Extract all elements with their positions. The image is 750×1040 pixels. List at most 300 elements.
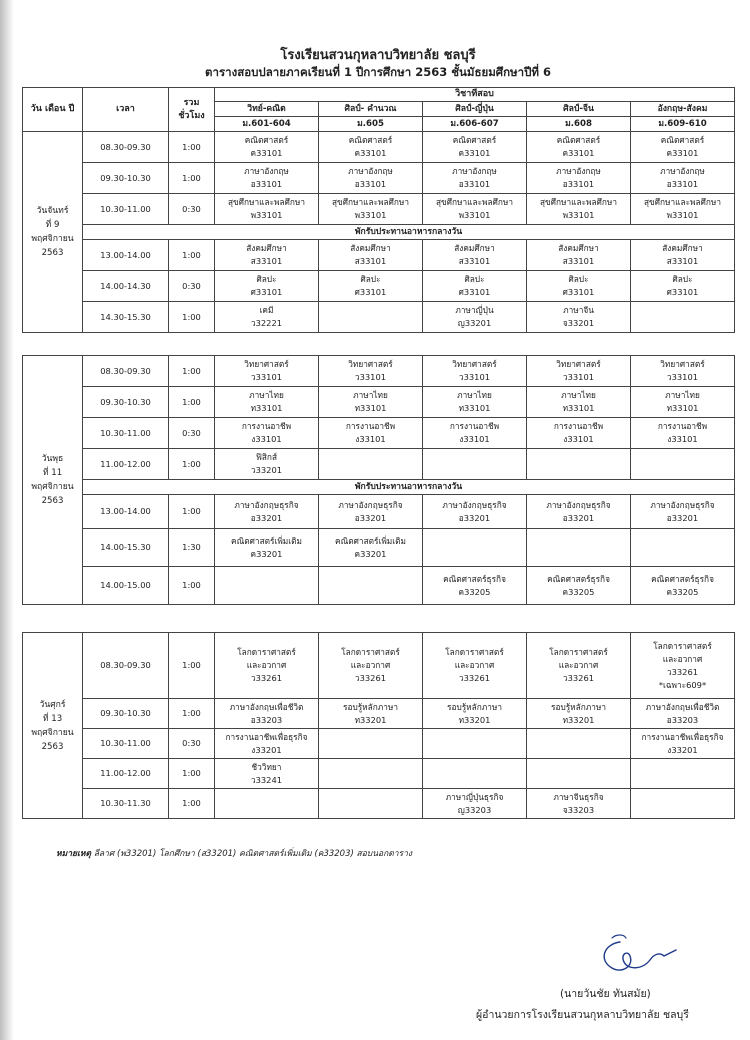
subject-cell bbox=[215, 495, 319, 529]
exam-time: 09.30-10.30 bbox=[83, 699, 169, 729]
program-name: ศิลป์-จีน bbox=[527, 102, 631, 117]
subject-code: ญ33201 bbox=[457, 318, 492, 328]
subject-cell bbox=[319, 759, 423, 789]
day-name: วันจันทร์ bbox=[36, 206, 69, 216]
subject-code: ศ33101 bbox=[354, 287, 387, 297]
subject-cell bbox=[423, 356, 527, 387]
subject-cell bbox=[423, 567, 527, 605]
subject-cell bbox=[423, 387, 527, 418]
program-name: ศิลป์- คำนวณ bbox=[319, 102, 423, 117]
exam-hours: 1:00 bbox=[169, 495, 215, 529]
subject-name: โลกดาราศาสตร์ bbox=[653, 640, 712, 651]
subject-cell bbox=[423, 633, 527, 699]
header-subject: วิชาที่สอบ bbox=[215, 88, 735, 102]
day-number: ที่ 9 bbox=[45, 220, 60, 230]
schedule-table-friday bbox=[22, 632, 735, 819]
subject-code: ง33201 bbox=[667, 744, 698, 755]
exam-time: 13.00-14.00 bbox=[83, 240, 169, 271]
subject-cell bbox=[527, 495, 631, 529]
day-number: ที่ 11 bbox=[42, 468, 63, 478]
subject-name: รอบรู้หลักภาษา bbox=[343, 701, 398, 712]
subject-name: ภาษาอังกฤษเพื่อชีวิต bbox=[645, 701, 720, 712]
subject-code: ว33261 bbox=[354, 673, 387, 683]
exam-hours: 1:00 bbox=[169, 633, 215, 699]
program-rooms: ม.601-604 bbox=[215, 117, 319, 132]
exam-time: 14.30-15.30 bbox=[83, 302, 169, 333]
subject-name: สุขศึกษาและพลศึกษา bbox=[331, 197, 409, 207]
exam-time: 10.30-11.00 bbox=[83, 729, 169, 759]
subject-name: คณิตศาสตร์ธุรกิจ bbox=[443, 573, 506, 584]
subject-cell bbox=[215, 529, 319, 567]
subject-name: ภาษาอังกฤษธุรกิจ bbox=[338, 499, 403, 510]
exam-time: 08.30-09.30 bbox=[83, 132, 169, 163]
subject-cell bbox=[527, 302, 631, 333]
subject-name: ภาษาอังกฤษเพื่อชีวิต bbox=[229, 701, 304, 712]
subject-cell bbox=[215, 132, 319, 163]
subject-cell bbox=[215, 302, 319, 333]
subject-cell bbox=[423, 194, 527, 225]
subject-name: วิทยาศาสตร์ bbox=[348, 359, 393, 369]
subject-cell bbox=[527, 271, 631, 302]
subject-cell bbox=[319, 699, 423, 729]
subject-code: อ33101 bbox=[458, 179, 491, 189]
subject-cell bbox=[631, 418, 735, 449]
subject-cell bbox=[423, 789, 527, 819]
exam-hours: 0:30 bbox=[169, 271, 215, 302]
subject-cell bbox=[527, 356, 631, 387]
subject-name: วิทยาศาสตร์ bbox=[452, 359, 497, 369]
day-name: วันพุธ bbox=[41, 454, 64, 464]
subject-name: และอวกาศ bbox=[454, 660, 495, 670]
exam-hours: 1:00 bbox=[169, 699, 215, 729]
subject-cell bbox=[319, 163, 423, 194]
subject-cell bbox=[527, 449, 631, 480]
subject-code: ส33101 bbox=[354, 256, 387, 266]
subject-name: ชีววิทยา bbox=[251, 761, 282, 772]
exam-hours: 1:00 bbox=[169, 163, 215, 194]
subject-name: ภาษาจีน bbox=[563, 305, 594, 315]
subject-name: โลกดาราศาสตร์ bbox=[341, 647, 400, 657]
subject-cell bbox=[319, 729, 423, 759]
lunch-break-label: พักรับประทานอาหารกลางวัน bbox=[83, 480, 735, 495]
program-name: ศิลป์-ญี่ปุ่น bbox=[423, 102, 527, 117]
subject-cell bbox=[215, 567, 319, 605]
subject-name: การงานอาชีพ bbox=[657, 421, 708, 431]
subject-code: พ33101 bbox=[666, 210, 699, 220]
subject-cell bbox=[319, 194, 423, 225]
program-rooms: ม.609-610 bbox=[631, 117, 735, 132]
day-cell bbox=[23, 356, 83, 605]
subject-code: ส33101 bbox=[562, 256, 595, 266]
subject-name: คณิตศาสตร์ธุรกิจ bbox=[651, 573, 714, 584]
subject-cell bbox=[631, 163, 735, 194]
subject-cell bbox=[527, 529, 631, 567]
subject-code: ค33101 bbox=[250, 148, 283, 158]
subject-code: พ33101 bbox=[562, 210, 595, 220]
exam-hours: 1:00 bbox=[169, 132, 215, 163]
subject-code: *เฉพาะ609* bbox=[658, 679, 707, 690]
subject-cell bbox=[215, 418, 319, 449]
subject-code: ค33205 bbox=[458, 586, 491, 597]
subject-name: วิทยาศาสตร์ bbox=[660, 359, 705, 369]
subject-cell bbox=[631, 302, 735, 333]
subject-cell bbox=[423, 302, 527, 333]
exam-hours: 0:30 bbox=[169, 729, 215, 759]
subject-name: ภาษาอังกฤษธุรกิจ bbox=[234, 499, 299, 510]
day-cell bbox=[23, 633, 83, 819]
subject-code: ว33101 bbox=[250, 372, 283, 382]
exam-time: 08.30-09.30 bbox=[83, 633, 169, 699]
subject-code: ค33101 bbox=[354, 148, 387, 158]
subject-code: อ33101 bbox=[250, 179, 283, 189]
exam-time: 11.00-12.00 bbox=[83, 449, 169, 480]
subject-cell bbox=[215, 633, 319, 699]
subject-cell bbox=[423, 699, 527, 729]
lunch-break-label: พักรับประทานอาหารกลางวัน bbox=[83, 225, 735, 240]
subject-name: ภาษาไทย bbox=[249, 390, 284, 400]
subject-cell bbox=[319, 529, 423, 567]
day-number: ที่ 13 bbox=[42, 713, 63, 724]
subject-name: สังคมศึกษา bbox=[558, 243, 599, 253]
subject-cell bbox=[527, 240, 631, 271]
subject-code: ว33241 bbox=[250, 774, 283, 785]
exam-hours: 1:00 bbox=[169, 759, 215, 789]
subject-cell bbox=[319, 495, 423, 529]
subject-code: ว33261 bbox=[458, 673, 491, 683]
subject-cell bbox=[423, 418, 527, 449]
subject-name: สังคมศึกษา bbox=[246, 243, 287, 253]
subject-code: ศ33101 bbox=[666, 287, 699, 297]
program-rooms: ม.605 bbox=[319, 117, 423, 132]
subject-cell bbox=[631, 449, 735, 480]
subject-code: ว33261 bbox=[562, 673, 595, 683]
director-signature bbox=[590, 930, 680, 980]
schedule-table-wednesday bbox=[22, 355, 735, 605]
subject-code: อ33201 bbox=[250, 512, 283, 523]
subject-code: ท33201 bbox=[458, 714, 491, 725]
subject-code: อ33101 bbox=[666, 179, 699, 189]
subject-code: ส33101 bbox=[666, 256, 699, 266]
subject-name: ภาษาไทย bbox=[353, 390, 388, 400]
subject-name: ภาษาไทย bbox=[665, 390, 700, 400]
subject-cell bbox=[423, 132, 527, 163]
subject-name: โลกดาราศาสตร์ bbox=[445, 647, 504, 657]
exam-time: 11.00-12.00 bbox=[83, 759, 169, 789]
exam-time: 10.30-11.00 bbox=[83, 418, 169, 449]
subject-name: ภาษาอังกฤษ bbox=[660, 166, 705, 176]
subject-code: ค33101 bbox=[562, 148, 595, 158]
subject-code: ว33201 bbox=[250, 465, 283, 475]
subject-cell bbox=[215, 387, 319, 418]
subject-cell bbox=[631, 271, 735, 302]
note bbox=[56, 846, 412, 860]
subject-cell bbox=[215, 449, 319, 480]
exam-schedule-page bbox=[20, 0, 736, 1040]
subject-code: อ33201 bbox=[666, 512, 699, 523]
subject-cell bbox=[215, 729, 319, 759]
subject-name: วิทยาศาสตร์ bbox=[244, 359, 289, 369]
subject-code: ศ33101 bbox=[250, 287, 283, 297]
exam-hours: 1:00 bbox=[169, 240, 215, 271]
subject-name: ภาษาไทย bbox=[457, 390, 492, 400]
subject-code: ว32221 bbox=[250, 318, 283, 328]
subject-code: ญ33203 bbox=[457, 804, 492, 815]
subject-cell bbox=[527, 729, 631, 759]
subject-code: ค33205 bbox=[562, 586, 595, 597]
subject-name: ศิลปะ bbox=[464, 274, 485, 284]
school-title: โรงเรียนสวนกุหลาบวิทยาลัย ชลบุรี bbox=[280, 48, 476, 63]
subject-cell bbox=[319, 449, 423, 480]
subject-name: ภาษาอังกฤษ bbox=[556, 166, 601, 176]
subject-cell bbox=[527, 633, 631, 699]
subject-name: คณิตศาสตร์ธุรกิจ bbox=[547, 573, 610, 584]
subject-name: ภาษาอังกฤษ bbox=[452, 166, 497, 176]
subject-name: ว33261 bbox=[666, 666, 699, 677]
exam-time: 08.30-09.30 bbox=[83, 356, 169, 387]
subject-code: อ33201 bbox=[458, 512, 491, 523]
subject-code: อ33201 bbox=[562, 512, 595, 523]
subject-code: ง33101 bbox=[459, 434, 490, 444]
subject-name: ภาษาอังกฤษธุรกิจ bbox=[442, 499, 507, 510]
subject-name: และอวกาศ bbox=[350, 660, 391, 670]
subject-cell bbox=[215, 271, 319, 302]
exam-time: 10.30-11.30 bbox=[83, 789, 169, 819]
exam-hours: 1:00 bbox=[169, 789, 215, 819]
subject-cell bbox=[319, 356, 423, 387]
subject-name: คณิตศาสตร์เพิ่มเติม bbox=[231, 535, 302, 546]
subject-code: ง33201 bbox=[251, 744, 282, 755]
day-name: วันศุกร์ bbox=[39, 699, 66, 710]
day-month: พฤศจิกายน bbox=[31, 234, 74, 244]
subject-code: ค33101 bbox=[458, 148, 491, 158]
subject-code: ท33101 bbox=[666, 403, 699, 413]
subject-code: จ33203 bbox=[562, 804, 595, 815]
day-cell bbox=[23, 132, 83, 333]
subject-code: ค33201 bbox=[354, 548, 387, 559]
subject-cell bbox=[631, 729, 735, 759]
subject-code: จ33201 bbox=[562, 318, 595, 328]
subject-code: ว33101 bbox=[354, 372, 387, 382]
subject-cell bbox=[423, 495, 527, 529]
subject-cell bbox=[631, 240, 735, 271]
subject-code: ส33101 bbox=[250, 256, 283, 266]
subject-name: สุขศึกษาและพลศึกษา bbox=[539, 197, 617, 207]
subject-code: ค33201 bbox=[250, 548, 283, 559]
exam-hours: 1:00 bbox=[169, 356, 215, 387]
exam-time: 09.30-10.30 bbox=[83, 163, 169, 194]
header-hours: รวม ชั่วโมง bbox=[169, 88, 215, 132]
subject-cell bbox=[631, 699, 735, 729]
subject-cell bbox=[631, 132, 735, 163]
subject-cell bbox=[631, 194, 735, 225]
program-rooms: ม.606-607 bbox=[423, 117, 527, 132]
subject-name: คณิตศาสตร์ bbox=[556, 135, 601, 145]
subject-cell bbox=[631, 529, 735, 567]
subject-code: ง33101 bbox=[251, 434, 282, 444]
exam-time: 14.00-15.00 bbox=[83, 567, 169, 605]
subject-cell bbox=[527, 132, 631, 163]
subject-name: รอบรู้หลักภาษา bbox=[551, 701, 606, 712]
subject-cell bbox=[215, 699, 319, 729]
subject-name: สุขศึกษาและพลศึกษา bbox=[435, 197, 513, 207]
subject-name: ภาษาอังกฤษธุรกิจ bbox=[650, 499, 715, 510]
subject-cell bbox=[423, 729, 527, 759]
subject-cell bbox=[527, 194, 631, 225]
subject-name: โลกดาราศาสตร์ bbox=[549, 647, 608, 657]
subject-name: โลกดาราศาสตร์ bbox=[237, 647, 296, 657]
program-name: วิทย์-คณิต bbox=[215, 102, 319, 117]
subject-cell bbox=[215, 789, 319, 819]
subject-cell bbox=[423, 240, 527, 271]
program-rooms: ม.608 bbox=[527, 117, 631, 132]
subject-cell bbox=[527, 567, 631, 605]
subject-name: เคมี bbox=[259, 305, 274, 315]
subject-name: ภาษาอังกฤษ bbox=[244, 166, 289, 176]
subject-cell bbox=[319, 240, 423, 271]
header-time: เวลา bbox=[83, 88, 169, 132]
subject-code: พ33101 bbox=[458, 210, 491, 220]
subject-name: และอวกาศ bbox=[558, 660, 599, 670]
exam-time: 14.00-14.30 bbox=[83, 271, 169, 302]
subject-code: ท33101 bbox=[250, 403, 283, 413]
exam-hours: 1:00 bbox=[169, 449, 215, 480]
subject-cell bbox=[631, 356, 735, 387]
subject-name: สุขศึกษาและพลศึกษา bbox=[227, 197, 305, 207]
subject-name: การงานอาชีพเพื่อธุรกิจ bbox=[225, 731, 308, 742]
subject-name: ศิลปะ bbox=[568, 274, 589, 284]
subject-cell bbox=[527, 789, 631, 819]
subject-name: และอวกาศ bbox=[662, 653, 703, 664]
subject-code: ศ33101 bbox=[562, 287, 595, 297]
subject-code: ว33261 bbox=[250, 673, 283, 683]
subject-name: ภาษาอังกฤษ bbox=[348, 166, 393, 176]
exam-time: 14.00-15.30 bbox=[83, 529, 169, 567]
subject-cell bbox=[215, 356, 319, 387]
subject-code: อ33203 bbox=[666, 714, 699, 725]
subject-code: ท33101 bbox=[458, 403, 491, 413]
subject-cell bbox=[319, 567, 423, 605]
exam-hours: 0:30 bbox=[169, 418, 215, 449]
subject-code: อ33203 bbox=[250, 714, 283, 725]
subject-code: ง33101 bbox=[667, 434, 698, 444]
subject-cell bbox=[527, 699, 631, 729]
note-label: หมายเหตุ bbox=[56, 849, 91, 859]
subject-code: ท33201 bbox=[354, 714, 387, 725]
subject-code: ศ33101 bbox=[458, 287, 491, 297]
subject-code: อ33101 bbox=[562, 179, 595, 189]
subject-cell bbox=[423, 449, 527, 480]
signatory-name: (นายวันชัย ทันสมัย) bbox=[560, 988, 651, 1000]
subject-code: อ33201 bbox=[354, 512, 387, 523]
subject-cell bbox=[527, 387, 631, 418]
subject-name: ภาษาญี่ปุ่นธุรกิจ bbox=[445, 791, 504, 802]
subject-name: วิทยาศาสตร์ bbox=[556, 359, 601, 369]
subject-cell bbox=[319, 633, 423, 699]
subject-code: พ33101 bbox=[250, 210, 283, 220]
subject-name: การงานอาชีพ bbox=[345, 421, 396, 431]
day-year: 2563 bbox=[41, 496, 64, 506]
subject-cell bbox=[215, 194, 319, 225]
subject-cell bbox=[319, 387, 423, 418]
subject-name: ภาษาอังกฤษธุรกิจ bbox=[546, 499, 611, 510]
subject-cell bbox=[527, 163, 631, 194]
subject-name: สังคมศึกษา bbox=[662, 243, 703, 253]
subject-name: การงานอาชีพ bbox=[449, 421, 500, 431]
subject-name: ศิลปะ bbox=[360, 274, 381, 284]
subject-name: คณิตศาสตร์ bbox=[452, 135, 497, 145]
exam-hours: 1:30 bbox=[169, 529, 215, 567]
schedule-table-monday bbox=[22, 87, 735, 333]
subject-name: ฟิสิกส์ bbox=[255, 452, 278, 462]
subject-cell bbox=[631, 789, 735, 819]
subject-code: ค33101 bbox=[666, 148, 699, 158]
day-month: พฤศจิกายน bbox=[31, 727, 74, 738]
subject-cell bbox=[215, 759, 319, 789]
subject-code: พ33101 bbox=[354, 210, 387, 220]
subject-name: รอบรู้หลักภาษา bbox=[447, 701, 502, 712]
subject-cell bbox=[319, 789, 423, 819]
subject-code: ว33101 bbox=[562, 372, 595, 382]
subject-code: ท33101 bbox=[354, 403, 387, 413]
subject-name: และอวกาศ bbox=[246, 660, 287, 670]
subject-cell bbox=[319, 302, 423, 333]
exam-hours: 1:00 bbox=[169, 302, 215, 333]
subject-name: สังคมศึกษา bbox=[350, 243, 391, 253]
subject-name: คณิตศาสตร์ bbox=[244, 135, 289, 145]
subject-name: ภาษาจีนธุรกิจ bbox=[553, 791, 604, 802]
subject-cell bbox=[319, 418, 423, 449]
schedule-subtitle: ตารางสอบปลายภาคเรียนที่ 1 ปีการศึกษา 2563 ชั้นมัธยมศึกษาปีที่ 6 bbox=[205, 65, 551, 79]
subject-cell bbox=[215, 240, 319, 271]
subject-cell bbox=[319, 132, 423, 163]
subject-cell bbox=[631, 759, 735, 789]
header-date: วัน เดือน ปี bbox=[23, 88, 83, 132]
exam-hours: 1:00 bbox=[169, 567, 215, 605]
signatory-position: ผู้อำนวยการโรงเรียนสวนกุหลาบวิทยาลัย ชลบุรี bbox=[476, 1009, 689, 1021]
subject-name: ศิลปะ bbox=[256, 274, 277, 284]
exam-time: 13.00-14.00 bbox=[83, 495, 169, 529]
subject-name: คณิตศาสตร์ bbox=[660, 135, 705, 145]
subject-cell bbox=[527, 418, 631, 449]
subject-name: สังคมศึกษา bbox=[454, 243, 495, 253]
subject-cell bbox=[423, 163, 527, 194]
subject-cell bbox=[215, 163, 319, 194]
day-year: 2563 bbox=[41, 741, 64, 752]
subject-cell bbox=[319, 271, 423, 302]
subject-cell bbox=[527, 759, 631, 789]
subject-name: คณิตศาสตร์ bbox=[348, 135, 393, 145]
day-year: 2563 bbox=[41, 248, 64, 258]
page-edge-shadow bbox=[0, 0, 14, 1040]
subject-name: สุขศึกษาและพลศึกษา bbox=[643, 197, 721, 207]
day-month: พฤศจิกายน bbox=[31, 482, 74, 492]
subject-name: การงานอาชีพเพื่อธุรกิจ bbox=[641, 731, 724, 742]
subject-name: ภาษาไทย bbox=[561, 390, 596, 400]
subject-name: ศิลปะ bbox=[672, 274, 693, 284]
subject-code: ว33101 bbox=[458, 372, 491, 382]
note-text: ลีลาศ (พ33201) โลกศึกษา (ส33201) คณิตศาสตร์เพิ่มเติม (ค33203) สอบนอกตาราง bbox=[93, 849, 413, 859]
subject-name: การงานอาชีพ bbox=[241, 421, 292, 431]
subject-code: ง33101 bbox=[355, 434, 386, 444]
subject-code: ค33205 bbox=[666, 586, 699, 597]
subject-cell bbox=[423, 759, 527, 789]
subject-cell bbox=[423, 529, 527, 567]
subject-name: การงานอาชีพ bbox=[553, 421, 604, 431]
subject-cell bbox=[631, 633, 735, 699]
subject-name: คณิตศาสตร์เพิ่มเติม bbox=[335, 535, 406, 546]
subject-cell bbox=[631, 387, 735, 418]
exam-hours: 1:00 bbox=[169, 387, 215, 418]
